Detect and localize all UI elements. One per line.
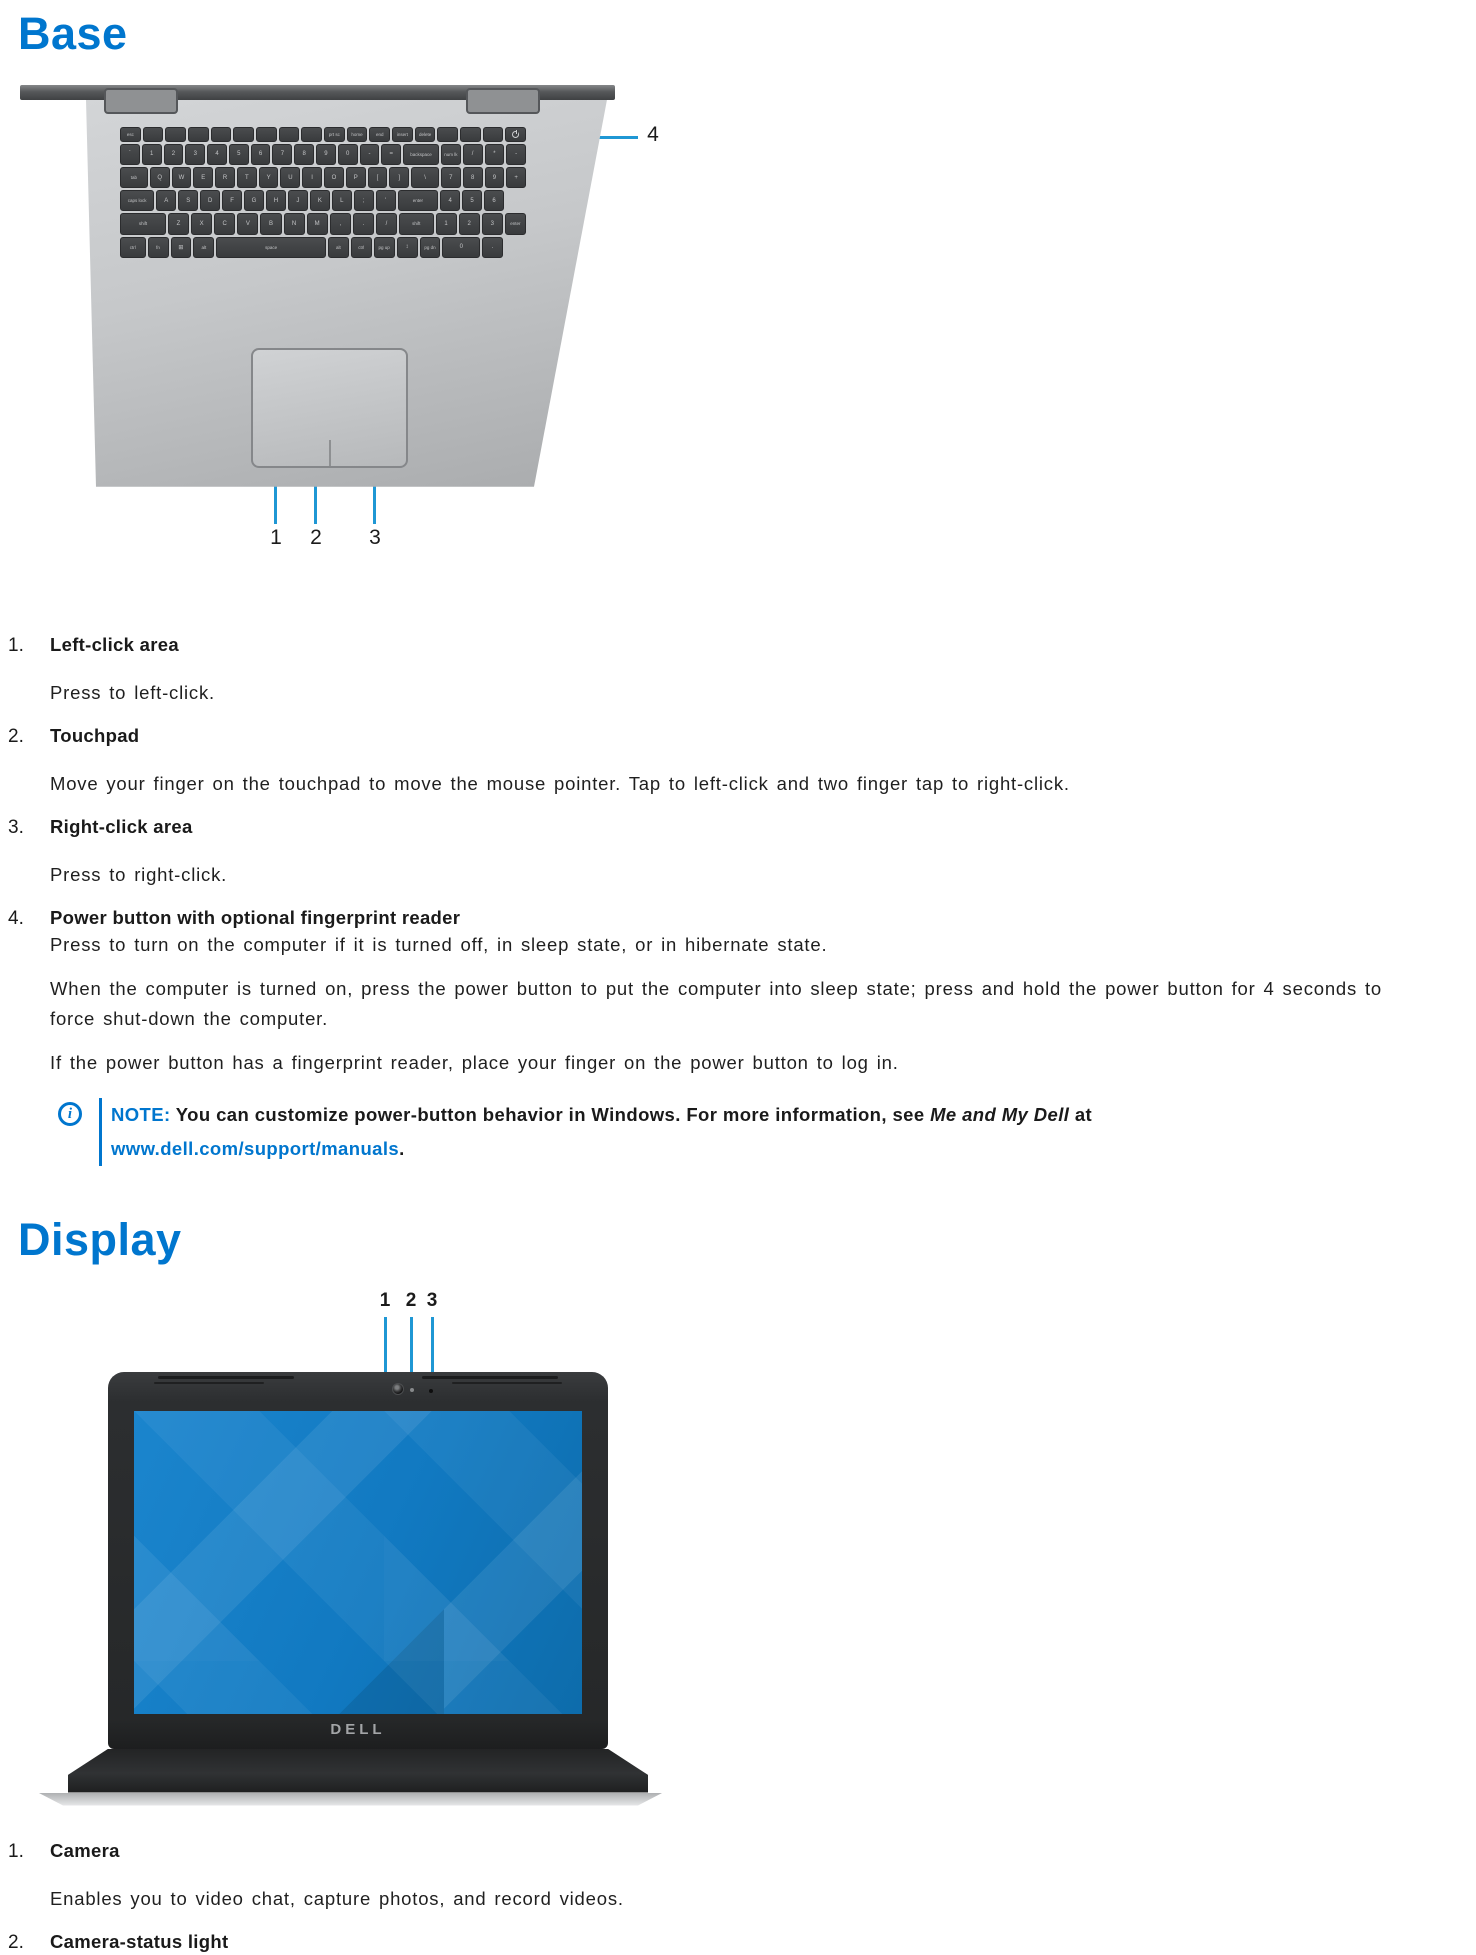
key: C bbox=[214, 213, 235, 234]
item-description: If the power button has a fingerprint reader, place your finger on the power button to log in. bbox=[50, 1051, 899, 1073]
key: = bbox=[381, 144, 401, 165]
item-body bbox=[50, 1930, 1450, 1955]
vent-slot-left-2 bbox=[154, 1382, 264, 1384]
key: 6 bbox=[484, 190, 504, 211]
keyboard-row bbox=[120, 167, 526, 188]
laptop-base-slab bbox=[68, 1749, 648, 1793]
key: 2 bbox=[459, 213, 480, 234]
keyboard bbox=[120, 127, 526, 258]
item-label: Camera bbox=[50, 1839, 120, 1861]
key: . bbox=[482, 237, 503, 258]
hinge-left bbox=[104, 88, 178, 114]
item-number: 4. bbox=[8, 907, 24, 929]
key bbox=[256, 127, 277, 142]
note-block bbox=[58, 1098, 1148, 1166]
key: shift bbox=[120, 213, 166, 234]
key: 0 bbox=[338, 144, 358, 165]
key: O bbox=[324, 167, 344, 188]
key: ctrl bbox=[351, 237, 372, 258]
key: 3 bbox=[185, 144, 205, 165]
hinge-right bbox=[466, 88, 540, 114]
key: S bbox=[178, 190, 198, 211]
item-number: 3. bbox=[8, 816, 24, 838]
key: 9 bbox=[316, 144, 336, 165]
item-number: 1. bbox=[8, 634, 24, 656]
camera-status-light-icon bbox=[410, 1388, 414, 1392]
key: , bbox=[330, 213, 351, 234]
list-item bbox=[8, 633, 1476, 722]
key: 0 bbox=[442, 237, 480, 258]
microphone-icon bbox=[429, 1389, 433, 1393]
keyboard-row bbox=[120, 190, 526, 211]
key bbox=[188, 127, 209, 142]
callout-number-3: 3 bbox=[426, 1289, 438, 1311]
note-italic-title: Me and My Dell bbox=[930, 1103, 1070, 1125]
item-body bbox=[50, 906, 1450, 1172]
item-label: Power button with optional fingerprint reader bbox=[50, 906, 461, 928]
key: . bbox=[353, 213, 374, 234]
list-item bbox=[8, 815, 1476, 904]
key: alt bbox=[193, 237, 214, 258]
key: X bbox=[191, 213, 212, 234]
note-body: at bbox=[1069, 1103, 1093, 1125]
power-icon bbox=[512, 131, 519, 138]
list-item bbox=[8, 906, 1476, 1172]
section-title-display: Display bbox=[18, 1213, 182, 1265]
key: tab bbox=[120, 167, 148, 188]
key: esc bbox=[120, 127, 141, 142]
callout-number-3: 3 bbox=[369, 525, 381, 549]
item-body bbox=[50, 815, 1450, 904]
item-label: Right-click area bbox=[50, 815, 193, 837]
item-description: Enables you to video chat, capture photos, and record videos. bbox=[50, 1887, 624, 1909]
key: enter bbox=[505, 213, 526, 234]
vent-slot-right-2 bbox=[452, 1382, 562, 1384]
callout-number-2: 2 bbox=[310, 525, 322, 549]
key: 9 bbox=[485, 167, 505, 188]
key: T bbox=[237, 167, 257, 188]
key bbox=[437, 127, 458, 142]
list-item bbox=[8, 724, 1476, 813]
key: 8 bbox=[463, 167, 483, 188]
key: num lk bbox=[441, 144, 461, 165]
key: W bbox=[172, 167, 192, 188]
key bbox=[483, 127, 504, 142]
key: fn bbox=[148, 237, 169, 258]
item-number: 1. bbox=[8, 1840, 24, 1862]
key: alt bbox=[328, 237, 349, 258]
key: A bbox=[156, 190, 176, 211]
key: 5 bbox=[462, 190, 482, 211]
key bbox=[460, 127, 481, 142]
key: delete bbox=[415, 127, 436, 142]
vent-slot-right bbox=[422, 1376, 558, 1379]
key: 8 bbox=[294, 144, 314, 165]
item-label: Camera-status light bbox=[50, 1930, 229, 1952]
keyboard-row bbox=[120, 144, 526, 165]
key: 7 bbox=[272, 144, 292, 165]
key: L bbox=[332, 190, 352, 211]
key: 6 bbox=[251, 144, 271, 165]
key: P bbox=[346, 167, 366, 188]
key: U bbox=[280, 167, 300, 188]
key: 4 bbox=[207, 144, 227, 165]
key: J bbox=[288, 190, 308, 211]
key: E bbox=[193, 167, 213, 188]
key: N bbox=[284, 213, 305, 234]
display-figure bbox=[8, 1274, 1468, 1809]
key bbox=[301, 127, 322, 142]
key: / bbox=[463, 144, 483, 165]
key bbox=[233, 127, 254, 142]
note-label: NOTE: bbox=[111, 1103, 176, 1125]
item-description: Press to turn on the computer if it is turned off, in sleep state, or in hibernate state. bbox=[50, 933, 828, 955]
key bbox=[143, 127, 164, 142]
note-body: . bbox=[399, 1137, 405, 1159]
key: insert bbox=[392, 127, 413, 142]
key: G bbox=[244, 190, 264, 211]
key: D bbox=[200, 190, 220, 211]
support-link[interactable]: www.dell.com/support/manuals bbox=[111, 1137, 400, 1159]
note-text bbox=[102, 1098, 1142, 1166]
key: enter bbox=[398, 190, 439, 211]
power-key bbox=[505, 127, 526, 142]
key: 4 bbox=[440, 190, 460, 211]
key: \ bbox=[411, 167, 439, 188]
key: ; bbox=[354, 190, 374, 211]
key: H bbox=[266, 190, 286, 211]
key: backspace bbox=[403, 144, 439, 165]
key: end bbox=[369, 127, 390, 142]
key: * bbox=[485, 144, 505, 165]
list-item bbox=[8, 1930, 1476, 1955]
key: 3 bbox=[482, 213, 503, 234]
camera-lens-icon bbox=[392, 1383, 404, 1395]
item-description: Move your finger on the touchpad to move the mouse pointer. Tap to left-click and two finger tap to right-click. bbox=[50, 772, 1070, 794]
key: ' bbox=[376, 190, 396, 211]
key: V bbox=[237, 213, 258, 234]
key: B bbox=[260, 213, 281, 234]
key: ⊞ bbox=[171, 237, 192, 258]
keyboard-row bbox=[120, 127, 526, 142]
item-number: 2. bbox=[8, 725, 24, 747]
item-description: When the computer is turned on, press the power button to put the computer into sleep state; press and hold the power button for 4 seconds to force shut-down the computer. bbox=[50, 977, 1383, 1029]
callout-number-1: 1 bbox=[379, 1289, 391, 1311]
item-description: Press to right-click. bbox=[50, 863, 228, 885]
key: M bbox=[307, 213, 328, 234]
key bbox=[211, 127, 232, 142]
key: ] bbox=[389, 167, 409, 188]
base-parts-list bbox=[8, 633, 1476, 1172]
key: R bbox=[215, 167, 235, 188]
note-body: You can customize power-button behavior in Windows. For more information, see bbox=[175, 1103, 931, 1125]
key: ` bbox=[120, 144, 140, 165]
callout-number-1: 1 bbox=[270, 525, 282, 549]
key: Z bbox=[168, 213, 189, 234]
item-body bbox=[50, 724, 1450, 813]
key: / bbox=[376, 213, 397, 234]
key: I bbox=[302, 167, 322, 188]
key: 2 bbox=[164, 144, 184, 165]
keyboard-row bbox=[120, 237, 526, 258]
item-body bbox=[50, 633, 1450, 722]
list-item bbox=[8, 1839, 1476, 1928]
laptop-shadow bbox=[38, 1793, 663, 1806]
key: Q bbox=[150, 167, 170, 188]
key: Y bbox=[259, 167, 279, 188]
key: prt sc bbox=[324, 127, 345, 142]
key: caps lock bbox=[120, 190, 154, 211]
info-icon: i bbox=[58, 1102, 82, 1126]
key: 5 bbox=[229, 144, 249, 165]
key: 1 bbox=[436, 213, 457, 234]
key: [ bbox=[368, 167, 388, 188]
vent-slot-left bbox=[158, 1376, 294, 1379]
item-label: Touchpad bbox=[50, 724, 140, 746]
item-description: Press to left-click. bbox=[50, 681, 215, 703]
display-screen bbox=[134, 1411, 582, 1714]
key bbox=[165, 127, 186, 142]
key bbox=[279, 127, 300, 142]
key: F bbox=[222, 190, 242, 211]
dell-logo: DELL bbox=[330, 1720, 386, 1738]
key: pg up bbox=[374, 237, 395, 258]
item-body bbox=[50, 1839, 1450, 1928]
key: K bbox=[310, 190, 330, 211]
key: ↕ bbox=[397, 237, 418, 258]
keyboard-row bbox=[120, 213, 526, 234]
key: + bbox=[506, 167, 526, 188]
key: - bbox=[506, 144, 526, 165]
key: ctrl bbox=[120, 237, 146, 258]
key: - bbox=[360, 144, 380, 165]
key: shift bbox=[399, 213, 433, 234]
section-title-base: Base bbox=[18, 8, 128, 59]
touchpad-seam bbox=[329, 440, 331, 466]
key: space bbox=[216, 237, 326, 258]
callout-number-4: 4 bbox=[647, 122, 659, 146]
display-parts-list bbox=[8, 1839, 1476, 1955]
base-figure bbox=[8, 85, 1468, 561]
key: 7 bbox=[441, 167, 461, 188]
key: 1 bbox=[142, 144, 162, 165]
key: pg dn bbox=[420, 237, 441, 258]
item-number: 2. bbox=[8, 1931, 24, 1953]
item-label: Left-click area bbox=[50, 633, 179, 655]
key: home bbox=[347, 127, 368, 142]
callout-number-2: 2 bbox=[405, 1289, 417, 1311]
